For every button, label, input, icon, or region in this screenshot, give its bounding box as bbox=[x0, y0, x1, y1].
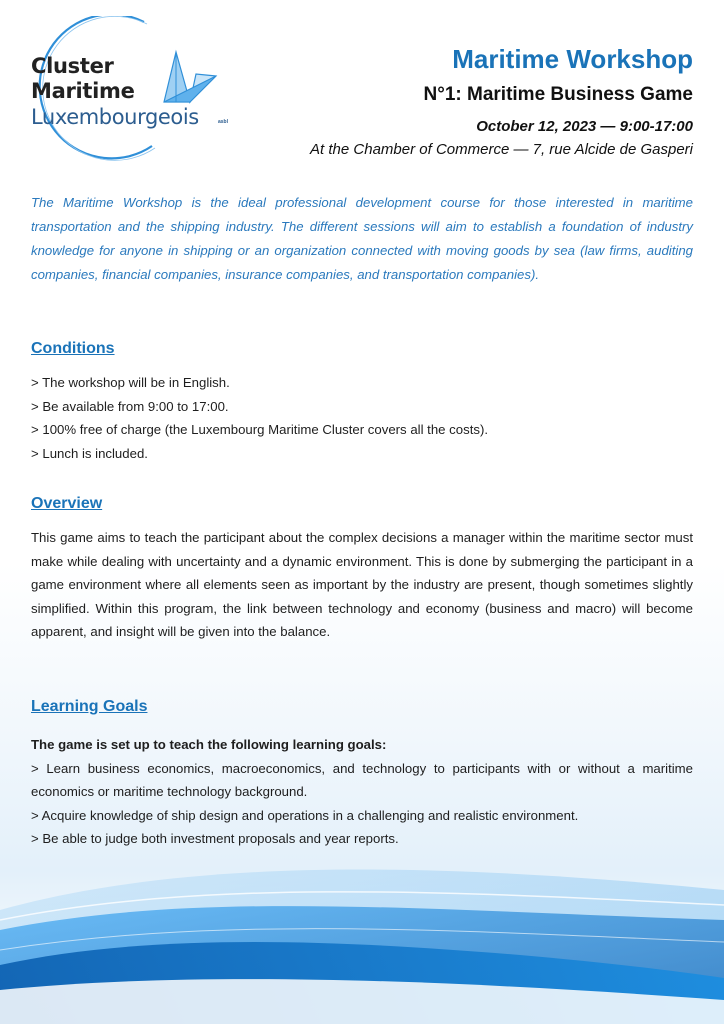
event-location: At the Chamber of Commerce — 7, rue Alcide de Gasperi bbox=[310, 141, 693, 158]
logo-line-1: Cluster bbox=[31, 54, 114, 78]
logo-suffix: asbl bbox=[218, 119, 229, 125]
learning-goals-lead: The game is set up to teach the following learning goals: bbox=[31, 737, 387, 752]
logo-line-3: Luxembourgeois bbox=[31, 105, 199, 129]
list-item: > Be available from 9:00 to 17:00. bbox=[31, 398, 229, 414]
overview-paragraph: This game aims to teach the participant about the complex decisions a manager within the maritime sector must make while dealing with uncertainty and a dynamic environment. This is done by submerging the participant in a game environment where all elements seen as important by the industry are present, though sometimes slightly simplified. Within this program, the link between technology and economy (business and macro) will become apparent, and insight will be given into the balance. bbox=[31, 530, 693, 639]
list-item: > Learn business economics, macroeconomics, and technology to participants with or without a maritime economics or maritime technology background. bbox=[31, 760, 693, 799]
learning-goals-heading: Learning Goals bbox=[31, 698, 148, 715]
list-item: > 100% free of charge (the Luxembourg Maritime Cluster covers all the costs). bbox=[31, 422, 489, 437]
list-item: > Be able to judge both investment proposals and year reports. bbox=[31, 831, 399, 846]
overview-heading: Overview bbox=[31, 495, 103, 512]
overview-section bbox=[31, 526, 693, 644]
learning-goals-list bbox=[31, 733, 693, 851]
conditions-list bbox=[31, 371, 693, 465]
logo-line-2: Maritime bbox=[31, 79, 135, 103]
cluster-logo bbox=[26, 16, 229, 166]
event-date: October 12, 2023 — 9:00-17:00 bbox=[476, 118, 693, 135]
page-subtitle: N°1: Maritime Business Game bbox=[423, 84, 693, 105]
list-item: > Lunch is included. bbox=[31, 445, 148, 461]
list-item: > Acquire knowledge of ship design and operations in a challenging and realistic environment. bbox=[31, 807, 579, 823]
list-item: > The workshop will be in English. bbox=[31, 375, 230, 390]
wave-decoration bbox=[0, 850, 724, 1024]
conditions-heading: Conditions bbox=[31, 340, 115, 357]
page-title: Maritime Workshop bbox=[452, 44, 693, 74]
intro-paragraph: The Maritime Workshop is the ideal professional development course for those interested in maritime transportation and the shipping industry. The different sessions will aim to establish a foundation of industry knowledge for anyone in shipping or an organization connected with moving goods by sea (law firms, auditing companies, financial companies, insurance companies, and transportation companies). bbox=[31, 195, 693, 282]
